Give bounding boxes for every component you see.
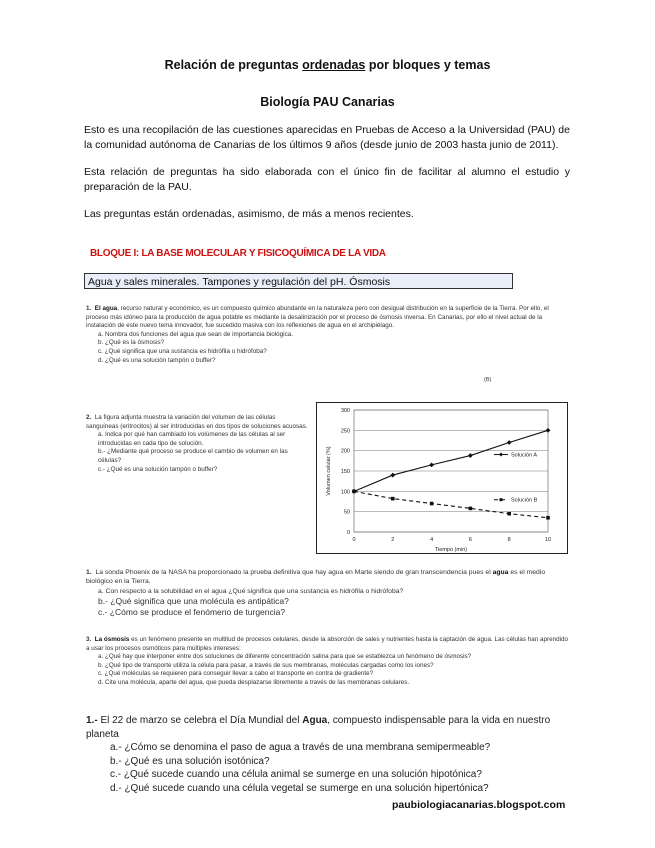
question-1-tag: (B): [484, 377, 492, 383]
data-point: [546, 516, 550, 520]
question-4-stem: 3. La ósmosis es un fenómeno presente en multitud de procesos celulares, desde la absorción de sales y nutrientes hasta la captación de agua. Las células han aprendido a usar los procesos osmóticos para múltiples intereses:: [86, 636, 569, 652]
question-1-item: a. Nombra dos funciones del agua que sean de importancia biológica.: [98, 330, 293, 338]
y-tick-label: 150: [340, 469, 350, 475]
question-2-item: b.- ¿Mediante qué proceso se produce el cambio de volumen en las células?: [98, 448, 288, 464]
question-5-item: b.- ¿Qué es una solución isotónica?: [110, 755, 270, 767]
x-tick-label: 6: [468, 537, 472, 543]
data-point: [507, 512, 511, 516]
question-5: [86, 714, 576, 795]
question-1-stem: 1. El agua, recurso natural y económico, es un compuesto químico abundante en la naturaleza pero con desigual distribución en la superficie de la Tierra. Por ello, el proceso más idóneo para la producción de agua potable es mediante la desalinización por el proceso de ósmosis inversa. En Canarias, por ello el nivel actual de la instalación de este nuevo tema innovador, fue sucedido masiva con los reflexiones de agua en el archipiélago.: [86, 305, 549, 330]
question-2-stem: 2. La figura adjunta muestra la variación del volumen de las células sanguíneas (eritrocitos) al ser introducidas en dos tipos de soluciones acuosas.: [86, 414, 308, 430]
x-tick-label: 4: [430, 537, 434, 543]
data-point: [469, 507, 473, 511]
x-tick-label: 10: [544, 537, 552, 543]
question-3-item: b.- ¿Qué significa que una molécula es antipática?: [98, 596, 289, 607]
question-4-item: d. Cite una molécula, aparte del agua, que pueda desplazarse libremente a través de las membranas celulares.: [98, 678, 410, 686]
question-4: [86, 636, 572, 688]
question-4-item: b. ¿Qué tipo de transporte utiliza la célula para pasar, a través de sus membranas, moléculas cargadas como los iones?: [98, 661, 434, 669]
question-5-item: c.- ¿Qué sucede cuando una célula animal se sumerge en una solución hipotónica?: [110, 769, 482, 780]
data-point: [352, 490, 356, 494]
legend-label: Solución A: [511, 452, 537, 459]
question-4-item: c. ¿Qué moléculas se requieren para conseguir llevar a cabo el transporte en contra de gradiente?: [98, 670, 374, 678]
question-2-item: c.- ¿Qué es una solución tampón o buffer?: [98, 465, 218, 473]
question-2-item: a. Indica por qué han cambiado los volúmenes de las células al ser introducidas en cada tipo de solución.: [98, 431, 286, 447]
question-1: [86, 305, 572, 365]
bloque-heading: BLOQUE I: LA BASE MOLECULAR Y FISICOQUÍMICA DE LA VIDA: [90, 248, 386, 259]
document-subtitle: Biología PAU Canarias: [260, 95, 395, 109]
question-1-item: b. ¿Qué es la ósmosis?: [98, 339, 165, 347]
y-tick-label: 300: [340, 408, 350, 414]
x-tick-label: 0: [352, 537, 356, 543]
x-tick-label: 2: [391, 537, 395, 543]
question-1-item: c. ¿Qué significa que una sustancia es hidrófila o hidrófoba?: [98, 347, 267, 355]
question-2: [86, 414, 308, 474]
volume-chart: [316, 402, 568, 554]
title-suffix: por bloques y temas: [365, 58, 491, 72]
intro-paragraph-2: Esta relación de preguntas ha sido elaborada con el único fin de facilitar al alumno el estudio y preparación de la PAU.: [84, 166, 570, 193]
question-4-item: a. ¿Qué hay que interponer entre dos soluciones de diferente concentración salina para que se establezca un fenómeno de ósmosis?: [98, 653, 472, 661]
intro-paragraph-3: Las preguntas están ordenadas, asimismo, de más a menos recientes.: [84, 208, 414, 220]
title-underlined: ordenadas: [302, 58, 366, 72]
topic-box: Agua y sales minerales. Tampones y regulación del pH. Ósmosis: [84, 273, 513, 289]
x-axis-label: Tiempo (min): [434, 547, 468, 553]
y-tick-label: 200: [340, 448, 350, 455]
y-tick-label: 250: [340, 428, 350, 435]
data-point: [430, 502, 434, 506]
intro-paragraph-1: Esto es una recopilación de las cuestiones aparecidas en Pruebas de Acceso a la Universidad (PAU) de la comunidad autónoma de Canarias de los últimos 9 años (desde junio de 2003 hasta junio de 2011).: [84, 124, 570, 151]
title-prefix: Relación de preguntas: [164, 58, 303, 72]
question-3-item: c.- ¿Cómo se produce el fenómeno de turgencia?: [98, 607, 286, 618]
y-tick-label: 100: [340, 489, 350, 496]
footer-url: paubiologiacanarias.blogspot.com: [392, 799, 566, 811]
document-title: [0, 58, 655, 72]
question-5-item: d.- ¿Qué sucede cuando una célula vegetal se sumerge en una solución hipertónica?: [110, 782, 489, 794]
x-tick-label: 8: [507, 537, 511, 543]
y-axis-label: Volumen celular (%): [326, 446, 332, 496]
question-3-item: a. Con respecto a la solubilidad en el agua ¿Qué significa que una sustancia es hidrófila o hidrófoba?: [98, 587, 404, 595]
data-point: [391, 497, 395, 501]
y-tick-label: 0: [346, 530, 350, 536]
legend-marker: [500, 498, 503, 501]
question-5-stem: 1.- El 22 de marzo se celebra el Día Mundial del Agua, compuesto indispensable para la vida en nuestro planeta: [86, 715, 551, 740]
question-1-item: d. ¿Qué es una solución tampón o buffer?: [98, 356, 216, 364]
question-5-item: a.- ¿Cómo se denomina el paso de agua a través de una membrana semipermeable?: [110, 742, 491, 753]
y-tick-label: 50: [343, 509, 350, 516]
question-3-stem: 1. La sonda Phoenix de la NASA ha proporcionado la prueba definitiva que hay agua en Marte siendo de gran transcendencia pues el agua es el medio biológico en la Tierra.: [86, 569, 546, 586]
question-3: [86, 568, 572, 618]
legend-label: Solución B: [511, 497, 538, 504]
